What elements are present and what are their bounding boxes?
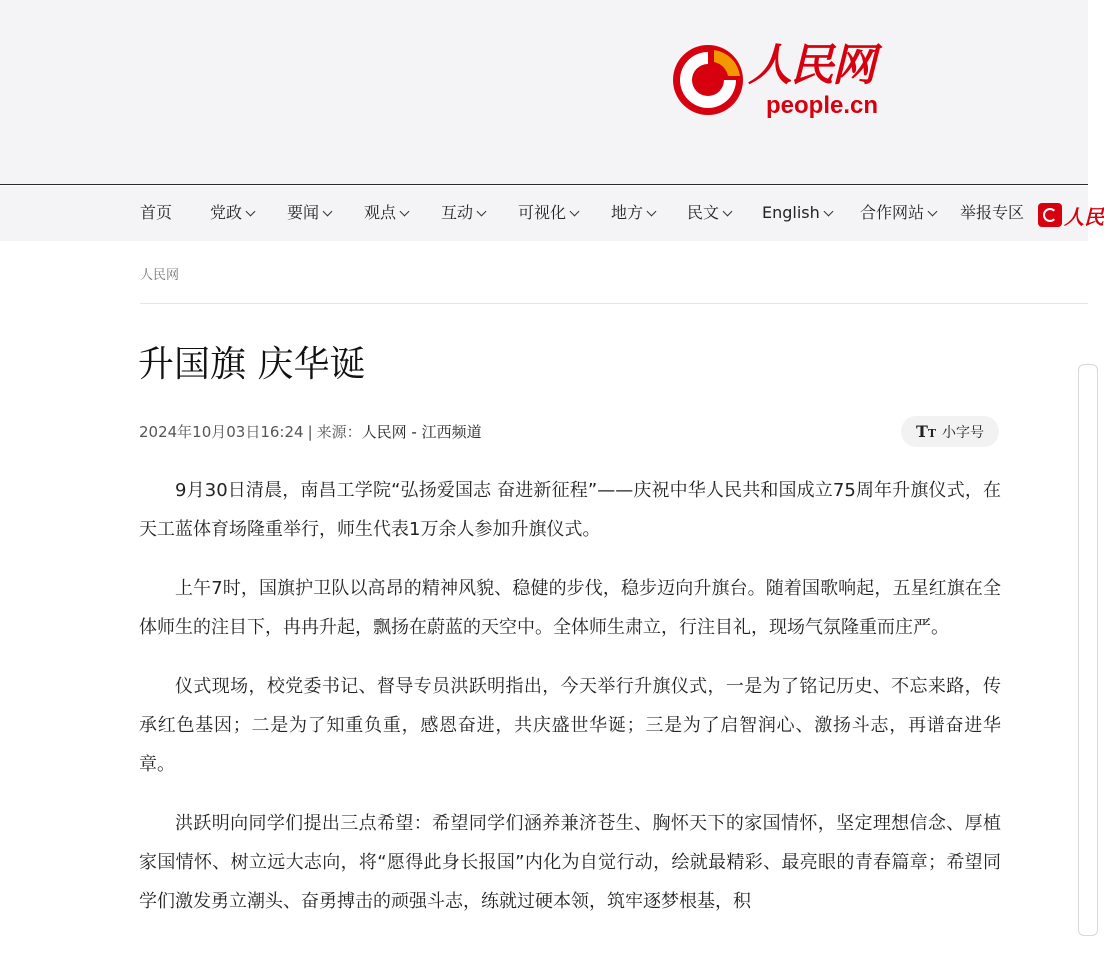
nav-item-difang[interactable] — [611, 203, 655, 223]
main-nav — [0, 186, 1088, 241]
chevron-down-icon — [647, 207, 657, 217]
nav-item-home[interactable] — [140, 203, 172, 223]
nav-item-partner-sites[interactable] — [860, 203, 936, 223]
nav-item-report[interactable] — [960, 203, 1024, 223]
site-logo[interactable] — [670, 40, 900, 130]
article-paragraph: 9月30日清晨，南昌工学院“弘扬爱国志 奋进新征程”——庆祝中华人民共和国成立75周年升旗仪式，在天工蓝体育场隆重举行，师生代表1万余人参加升旗仪式。 — [139, 480, 1001, 540]
source-label: 来源： — [316, 423, 362, 441]
logo-english-text: people.cn — [766, 92, 879, 119]
chevron-down-icon — [570, 207, 580, 217]
text-size-icon: TT — [915, 422, 937, 441]
nav-label: 首页 — [140, 203, 173, 222]
meta-separator: | — [307, 423, 313, 441]
nav-item-hudong[interactable] — [441, 203, 485, 223]
chevron-down-icon — [928, 207, 938, 217]
source-link[interactable]: 人民网 - 江西频道 — [361, 423, 482, 441]
nav-item-yaowen[interactable] — [287, 203, 331, 223]
publish-datetime: 2024年10月03日16:24 — [139, 423, 304, 441]
nav-label: 观点 — [364, 203, 397, 222]
nav-label: 要闻 — [287, 203, 320, 222]
chevron-down-icon — [246, 207, 256, 217]
chevron-down-icon — [400, 207, 410, 217]
breadcrumb-divider — [140, 303, 1088, 304]
breadcrumb[interactable]: 人民网 — [140, 268, 180, 283]
chevron-down-icon — [823, 207, 833, 217]
article-meta — [139, 421, 482, 442]
nav-label: 可视化 — [518, 203, 567, 222]
nav-item-dangzheng[interactable] — [210, 203, 254, 223]
people-app-icon[interactable] — [1038, 203, 1062, 227]
nav-item-keshihua[interactable] — [518, 203, 578, 223]
article-paragraph: 上午7时，国旗护卫队以高昂的精神风貌、稳健的步伐，稳步迈向升旗台。随着国歌响起，五星红旗在全体师生的注目下，冉冉升起，飘扬在蔚蓝的天空中。全体师生肃立，行注目礼，现场气氛隆重而庄严。 — [139, 578, 1001, 638]
chevron-down-icon — [323, 207, 333, 217]
nav-item-guandian[interactable] — [364, 203, 408, 223]
font-size-toggle-label: 小字号 — [942, 424, 985, 441]
nav-item-english[interactable] — [762, 203, 832, 223]
nav-label: English — [762, 203, 820, 222]
nav-label: 互动 — [441, 203, 474, 222]
chevron-down-icon — [723, 207, 733, 217]
article-body — [139, 471, 1001, 941]
logo-mark-icon — [670, 42, 746, 118]
article-paragraph: 仪式现场，校党委书记、督导专员洪跃明指出，今天举行升旗仪式，一是为了铭记历史、不忘来路，传承红色基因；二是为了知重负重，感恩奋进，共庆盛世华诞；三是为了启智润心、激扬斗志，再谱奋进华章。 — [139, 676, 1001, 775]
nav-label: 党政 — [210, 203, 243, 222]
font-size-toggle-button[interactable] — [901, 416, 999, 447]
nav-label: 民文 — [687, 203, 720, 222]
article-title: 升国旗 庆华诞 — [138, 344, 366, 385]
side-toolbar[interactable] — [1078, 364, 1098, 936]
nav-label: 举报专区 — [960, 203, 1025, 222]
nav-label: 地方 — [611, 203, 644, 222]
nav-label: 合作网站 — [860, 203, 925, 222]
nav-item-minwen[interactable] — [687, 203, 731, 223]
site-header — [0, 0, 1088, 185]
logo-chinese-text: 人民网 — [748, 40, 874, 91]
people-app-label[interactable]: 人民 — [1064, 205, 1104, 229]
article-paragraph: 洪跃明向同学们提出三点希望：希望同学们涵养兼济苍生、胸怀天下的家国情怀，坚定理想信念、厚植家国情怀、树立远大志向，将“愿得此身长报国”内化为自觉行动，绘就最精彩、最亮眼的青春篇章；希望同学们激发勇立潮头、奋勇搏击的顽强斗志，练就过硬本领，筑牢逐梦根基，积 — [139, 813, 1001, 912]
chevron-down-icon — [477, 207, 487, 217]
